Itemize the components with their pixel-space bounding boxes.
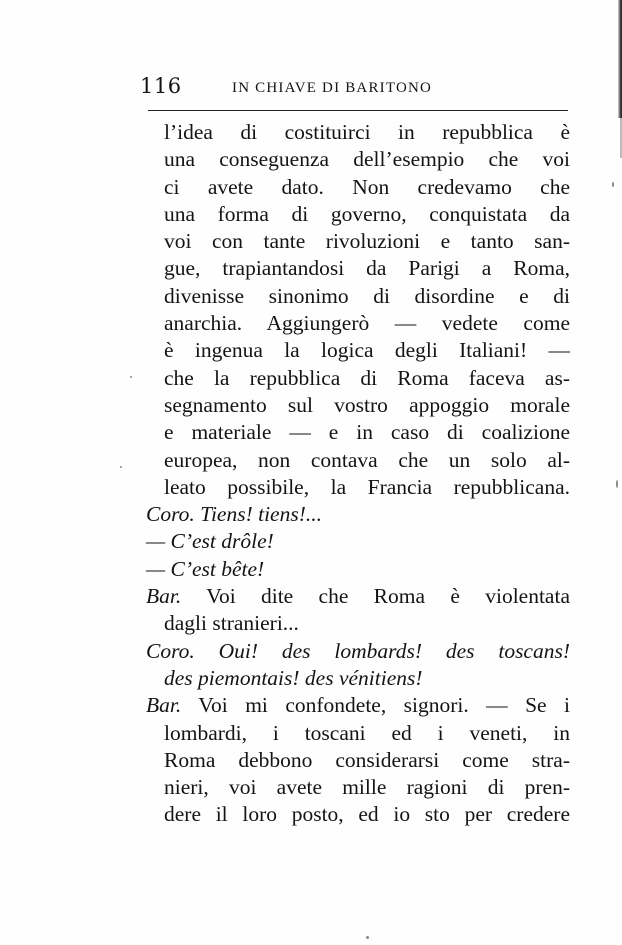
- text-line: che la repubblica di Roma faceva as-: [164, 365, 570, 390]
- speck: [366, 936, 369, 939]
- dialogue-line: [146, 501, 570, 528]
- dialogue-text: dere il loro posto, ed io sto per credere: [164, 802, 570, 827]
- scan-edge: [618, 0, 622, 118]
- dialogue-text: nieri, voi avete mille ragioni di pren-: [164, 775, 570, 800]
- dialogue-line: [146, 583, 570, 610]
- header-rule: [148, 110, 568, 111]
- dialogue-line: [146, 692, 570, 719]
- speaker-label: Coro.: [146, 502, 195, 527]
- dialogue-text: lombardi, i toscani ed i veneti, in: [164, 720, 570, 745]
- body-text: [146, 119, 570, 829]
- dialogue-line: [146, 556, 570, 583]
- speck: [612, 182, 614, 187]
- page-header: [140, 72, 472, 102]
- dialogue-text: — C’est bête!: [146, 556, 265, 581]
- text-line: voi con tante rivoluzioni e tanto san-: [164, 229, 570, 254]
- dialogue-line: [146, 638, 570, 665]
- dialogue-text: Oui! des lombards! des toscans!: [218, 638, 570, 663]
- speaker-label: Bar.: [146, 584, 182, 609]
- dialogue-line: [146, 720, 570, 747]
- text-line: e materiale — e in caso di coalizione: [164, 420, 570, 445]
- dialogue-line: [146, 801, 570, 828]
- running-head: IN CHIAVE DI BARITONO: [232, 80, 433, 96]
- text-line: divenisse sinonimo di disordine e di: [164, 283, 570, 308]
- text-line: gue, trapiantandosi da Parigi a Roma,: [164, 256, 570, 281]
- speaker-label: Bar.: [146, 693, 182, 718]
- text-line: leato possibile, la Francia repubblicana.: [164, 474, 570, 499]
- dialogue-text: Roma debbono considerarsi come stra-: [164, 747, 570, 772]
- text-line: una conseguenza dell’esempio che voi: [164, 147, 570, 172]
- speck: [130, 376, 132, 378]
- dialogue-text: des piemontais! des vénitiens!: [164, 665, 423, 690]
- dialogue-line: [146, 610, 570, 637]
- dialogue-line: [146, 528, 570, 555]
- dialogue-text: dagli stranieri...: [164, 611, 299, 636]
- page-number: 116: [140, 74, 182, 98]
- dialogue-text: Voi mi confondete, signori. — Se i: [198, 693, 570, 718]
- text-line: europea, non contava che un solo al-: [164, 447, 570, 472]
- dialogue-text: Voi dite che Roma è violentata: [206, 584, 570, 609]
- speck: [616, 480, 618, 488]
- text-line: anarchia. Aggiungerò — vedete come: [164, 311, 570, 336]
- speck: [120, 466, 122, 468]
- dialogue-line: [146, 747, 570, 774]
- speaker-label: Coro.: [146, 638, 195, 663]
- dialogue-line: [146, 774, 570, 801]
- text-line: segnamento sul vostro appoggio morale: [164, 392, 570, 417]
- text-line: una forma di governo, conquistata da: [164, 201, 570, 226]
- text-line: ci avete dato. Non credevamo che: [164, 174, 570, 199]
- text-line: è ingenua la logica degli Italiani! —: [164, 338, 570, 363]
- dialogue-text: — C’est drôle!: [146, 529, 274, 554]
- text-line: l’idea di costituirci in repubblica è: [164, 120, 570, 144]
- dialogue-line: [146, 665, 570, 692]
- dialogue-text: Tiens! tiens!...: [200, 502, 323, 527]
